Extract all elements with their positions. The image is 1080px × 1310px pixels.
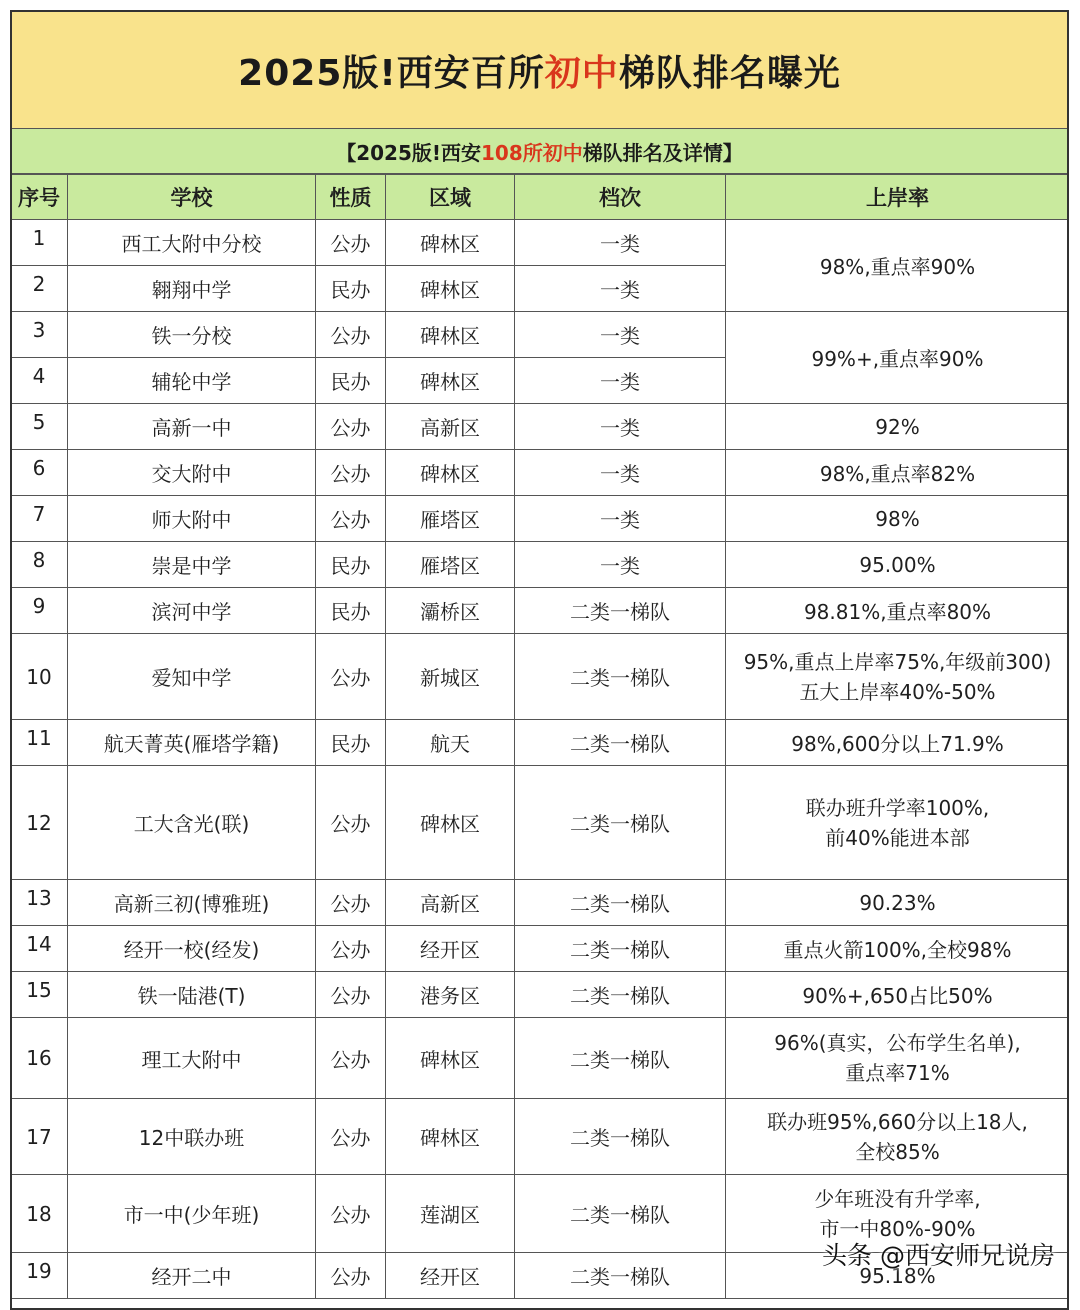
- school-district: 莲湖区: [386, 1175, 515, 1253]
- admission-rate: 98%,600分以上71.9%: [726, 720, 1070, 766]
- row-index: 5: [11, 404, 68, 450]
- school-district: 经开区: [386, 926, 515, 972]
- school-name: 西工大附中分校: [68, 220, 316, 266]
- school-tier: 二类一梯队: [515, 1018, 726, 1099]
- header-district: 区域: [386, 175, 515, 220]
- subtitle-highlight: 108所初中: [481, 140, 583, 165]
- rate-line-2: 前40%能进本部: [825, 825, 970, 850]
- admission-rate: 92%: [726, 404, 1070, 450]
- school-tier: 一类: [515, 312, 726, 358]
- table-row: [11, 588, 1070, 634]
- header-school: 学校: [68, 175, 316, 220]
- row-index: 11: [11, 720, 68, 766]
- row-index: 6: [11, 450, 68, 496]
- rate-line-2: 全校85%: [855, 1139, 940, 1164]
- school-type: 公办: [316, 634, 386, 720]
- school-name: 市一中(少年班): [68, 1175, 316, 1253]
- school-type: 公办: [316, 880, 386, 926]
- rate-line-1: 联办班升学率100%,: [805, 795, 990, 820]
- school-district: 经开区: [386, 1253, 515, 1299]
- rate-line-1: 95%,重点上岸率75%,年级前300): [743, 649, 1052, 674]
- school-tier: 一类: [515, 404, 726, 450]
- ranking-sheet: [10, 10, 1069, 1310]
- rate-line-2: 五大上岸率40%-50%: [799, 679, 996, 704]
- school-tier: 二类一梯队: [515, 972, 726, 1018]
- school-tier: 二类一梯队: [515, 720, 726, 766]
- table-row: [11, 634, 1070, 720]
- school-type: 公办: [316, 972, 386, 1018]
- school-name: 崇是中学: [68, 542, 316, 588]
- school-district: 碑林区: [386, 1018, 515, 1099]
- admission-rate: 98%,重点率90%: [726, 220, 1070, 312]
- school-name: 辅轮中学: [68, 358, 316, 404]
- row-index: 15: [11, 972, 68, 1018]
- admission-rate: [726, 1099, 1070, 1175]
- row-index: 2: [11, 266, 68, 312]
- school-name: 翱翔中学: [68, 266, 316, 312]
- school-type: 公办: [316, 496, 386, 542]
- school-tier: 二类一梯队: [515, 1099, 726, 1175]
- admission-rate: 95.00%: [726, 542, 1070, 588]
- table-row: [11, 496, 1070, 542]
- table-row: [11, 880, 1070, 926]
- header-rate: 上岸率: [726, 175, 1070, 220]
- row-index: 14: [11, 926, 68, 972]
- title-part2: 梯队排名曝光: [618, 52, 841, 94]
- school-type: 公办: [316, 312, 386, 358]
- school-type: 民办: [316, 542, 386, 588]
- school-district: 雁塔区: [386, 496, 515, 542]
- header-tier: 档次: [515, 175, 726, 220]
- row-index: 10: [11, 634, 68, 720]
- page-title: [12, 12, 1067, 129]
- school-tier: 二类一梯队: [515, 766, 726, 880]
- school-district: 高新区: [386, 404, 515, 450]
- school-type: 公办: [316, 1253, 386, 1299]
- school-tier: 一类: [515, 542, 726, 588]
- rate-line-1: 联办班95%,660分以上18人,: [767, 1109, 1028, 1134]
- row-index: 18: [11, 1175, 68, 1253]
- school-district: 碑林区: [386, 358, 515, 404]
- school-tier: 二类一梯队: [515, 1253, 726, 1299]
- school-tier: 一类: [515, 358, 726, 404]
- school-type: 民办: [316, 358, 386, 404]
- school-name: 航天菁英(雁塔学籍): [68, 720, 316, 766]
- table-row: [11, 404, 1070, 450]
- rate-line-1: 少年班没有升学率,: [814, 1186, 981, 1211]
- school-type: 公办: [316, 1018, 386, 1099]
- school-tier: 一类: [515, 450, 726, 496]
- admission-rate: 98%: [726, 496, 1070, 542]
- title-part1: 2025版!西安百所: [238, 52, 545, 94]
- row-index: 19: [11, 1253, 68, 1299]
- school-name: 12中联办班: [68, 1099, 316, 1175]
- rate-line-2: 市一中80%-90%: [819, 1216, 976, 1241]
- table-row: [11, 720, 1070, 766]
- school-tier: 二类一梯队: [515, 634, 726, 720]
- school-name: 交大附中: [68, 450, 316, 496]
- school-name: 高新三初(博雅班): [68, 880, 316, 926]
- school-district: 碑林区: [386, 766, 515, 880]
- school-type: 民办: [316, 266, 386, 312]
- school-district: 港务区: [386, 972, 515, 1018]
- table-row: [11, 926, 1070, 972]
- admission-rate: 90.23%: [726, 880, 1070, 926]
- table-header-row: [11, 175, 1070, 220]
- school-type: 公办: [316, 926, 386, 972]
- row-index: 8: [11, 542, 68, 588]
- school-district: 碑林区: [386, 220, 515, 266]
- school-district: 碑林区: [386, 1099, 515, 1175]
- school-type: 公办: [316, 1175, 386, 1253]
- school-district: 灞桥区: [386, 588, 515, 634]
- school-district: 碑林区: [386, 450, 515, 496]
- school-district: 高新区: [386, 880, 515, 926]
- rate-line-2: 重点率71%: [845, 1061, 950, 1085]
- admission-rate: 99%+,重点率90%: [726, 312, 1070, 404]
- title-highlight: 初中: [544, 52, 619, 94]
- school-type: 民办: [316, 588, 386, 634]
- school-tier: 一类: [515, 266, 726, 312]
- admission-rate: [726, 766, 1070, 880]
- table-row: [11, 972, 1070, 1018]
- school-district: 航天: [386, 720, 515, 766]
- row-index: 4: [11, 358, 68, 404]
- row-index: 16: [11, 1018, 68, 1099]
- school-district: 碑林区: [386, 266, 515, 312]
- school-district: 雁塔区: [386, 542, 515, 588]
- school-type: 公办: [316, 766, 386, 880]
- row-index: 7: [11, 496, 68, 542]
- rate-line-1: 96%(真实，公布学生名单),: [774, 1031, 1021, 1055]
- table-row: [11, 542, 1070, 588]
- row-index: 13: [11, 880, 68, 926]
- school-tier: 二类一梯队: [515, 588, 726, 634]
- row-index: 12: [11, 766, 68, 880]
- school-tier: 一类: [515, 496, 726, 542]
- school-type: 公办: [316, 220, 386, 266]
- row-index: 9: [11, 588, 68, 634]
- school-name: 铁一分校: [68, 312, 316, 358]
- table-row: [11, 450, 1070, 496]
- school-name: 爱知中学: [68, 634, 316, 720]
- table-subtitle: [12, 129, 1067, 174]
- school-type: 公办: [316, 1099, 386, 1175]
- subtitle-part2: 梯队排名及详情】: [582, 140, 743, 165]
- table-row: [11, 1099, 1070, 1175]
- row-index: 3: [11, 312, 68, 358]
- admission-rate: 98%,重点率82%: [726, 450, 1070, 496]
- school-name: 经开二中: [68, 1253, 316, 1299]
- school-name: 理工大附中: [68, 1018, 316, 1099]
- school-tier: 二类一梯队: [515, 880, 726, 926]
- header-index: 序号: [11, 175, 68, 220]
- ranking-table: [10, 174, 1069, 1299]
- row-index: 17: [11, 1099, 68, 1175]
- table-row: [11, 312, 1070, 358]
- school-name: 高新一中: [68, 404, 316, 450]
- table-row: [11, 766, 1070, 880]
- admission-rate: 90%+,650占比50%: [726, 972, 1070, 1018]
- watermark: 头条 @西安师兄说房: [822, 1241, 1055, 1270]
- school-name: 经开一校(经发): [68, 926, 316, 972]
- table-row: [11, 1018, 1070, 1099]
- admission-rate: [726, 634, 1070, 720]
- school-tier: 二类一梯队: [515, 926, 726, 972]
- subtitle-part1: 【2025版!西安: [336, 140, 482, 165]
- school-type: 公办: [316, 404, 386, 450]
- school-district: 碑林区: [386, 312, 515, 358]
- row-index: 1: [11, 220, 68, 266]
- school-type: 民办: [316, 720, 386, 766]
- admission-rate: 95.18%: [726, 1253, 1070, 1299]
- school-name: 工大含光(联): [68, 766, 316, 880]
- school-name: 铁一陆港(T): [68, 972, 316, 1018]
- table-row: [11, 220, 1070, 266]
- school-district: 新城区: [386, 634, 515, 720]
- admission-rate: 98.81%,重点率80%: [726, 588, 1070, 634]
- school-name: 滨河中学: [68, 588, 316, 634]
- school-name: 师大附中: [68, 496, 316, 542]
- school-type: 公办: [316, 450, 386, 496]
- admission-rate: 重点火箭100%,全校98%: [726, 926, 1070, 972]
- admission-rate: [726, 1018, 1070, 1099]
- school-tier: 二类一梯队: [515, 1175, 726, 1253]
- school-tier: 一类: [515, 220, 726, 266]
- header-type: 性质: [316, 175, 386, 220]
